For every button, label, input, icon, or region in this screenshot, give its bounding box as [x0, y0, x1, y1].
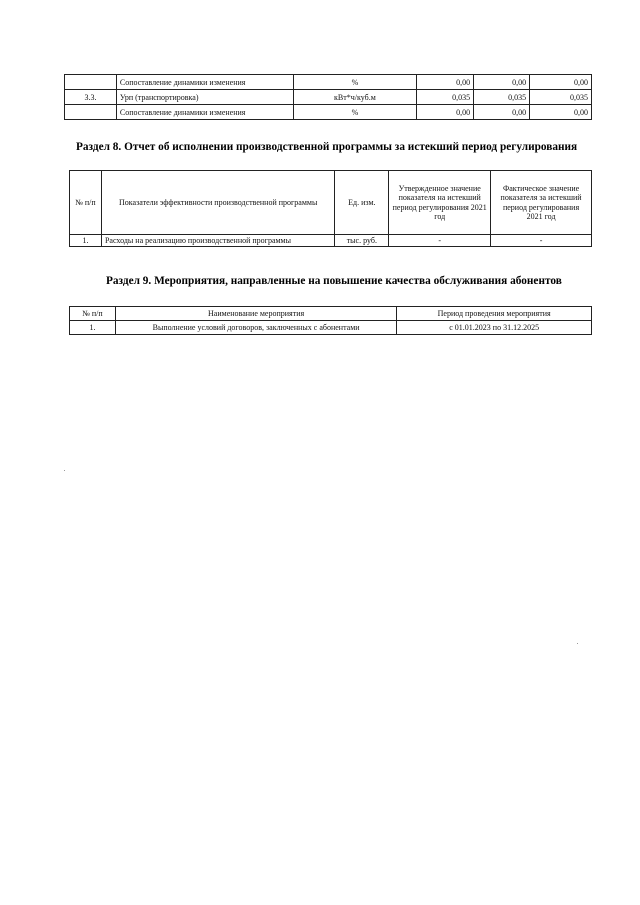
scan-speck: [64, 470, 65, 471]
value-cell: 0,035: [530, 90, 592, 105]
unit-cell: кВт*ч/куб.м: [293, 90, 417, 105]
value-cell: 0,00: [417, 105, 474, 120]
indicators-table-continuation: [64, 74, 592, 120]
measure-name: Выполнение условий договоров, заключенных с абонентами: [115, 321, 396, 335]
value-cell: 0,00: [530, 75, 592, 90]
row-number: 3.3.: [65, 90, 117, 105]
row-number: [65, 75, 117, 90]
section-8-title: Раздел 8. Отчет об исполнении производственной программы за истекший период регулирования: [76, 141, 578, 153]
table-row: [70, 321, 592, 335]
indicator-name: Расходы на реализацию производственной программы: [101, 235, 334, 247]
indicator-name: Сопоставление динамики изменения: [116, 75, 293, 90]
table-row: [65, 75, 592, 90]
table-row: [70, 235, 592, 247]
table-row: [65, 90, 592, 105]
row-number: 1.: [70, 235, 102, 247]
column-header-actual: Фактическое значение показателя за истекший период регулирования 2021 год: [491, 171, 592, 235]
column-header-period: Период проведения мероприятия: [397, 307, 592, 321]
scan-speck: [577, 643, 578, 644]
column-header-approved: Утвержденное значение показателя на истекший период регулирования 2021 год: [389, 171, 491, 235]
column-header-number: № п/п: [70, 171, 102, 235]
row-number: 1.: [70, 321, 116, 335]
value-cell: 0,00: [530, 105, 592, 120]
table-row: [65, 105, 592, 120]
unit-cell: тыс. руб.: [335, 235, 389, 247]
row-number: [65, 105, 117, 120]
column-header-name: Наименование мероприятия: [115, 307, 396, 321]
table-header-row: [70, 171, 592, 235]
indicator-name: Сопоставление динамики изменения: [116, 105, 293, 120]
actual-value: -: [491, 235, 592, 247]
value-cell: 0,00: [417, 75, 474, 90]
section-9-title: Раздел 9. Мероприятия, направленные на повышение качества обслуживания абонентов: [106, 275, 562, 287]
value-cell: 0,035: [474, 90, 530, 105]
value-cell: 0,00: [474, 75, 530, 90]
column-header-number: № п/п: [70, 307, 116, 321]
unit-cell: %: [293, 105, 417, 120]
measure-period: с 01.01.2023 по 31.12.2025: [397, 321, 592, 335]
column-header-unit: Ед. изм.: [335, 171, 389, 235]
unit-cell: %: [293, 75, 417, 90]
column-header-indicator: Показатели эффективности производственной программы: [101, 171, 334, 235]
table-header-row: [70, 307, 592, 321]
section-8-table: [69, 170, 592, 247]
value-cell: 0,035: [417, 90, 474, 105]
section-9-table: [69, 306, 592, 335]
indicator-name: Урп (транспортировка): [116, 90, 293, 105]
value-cell: 0,00: [474, 105, 530, 120]
approved-value: -: [389, 235, 491, 247]
